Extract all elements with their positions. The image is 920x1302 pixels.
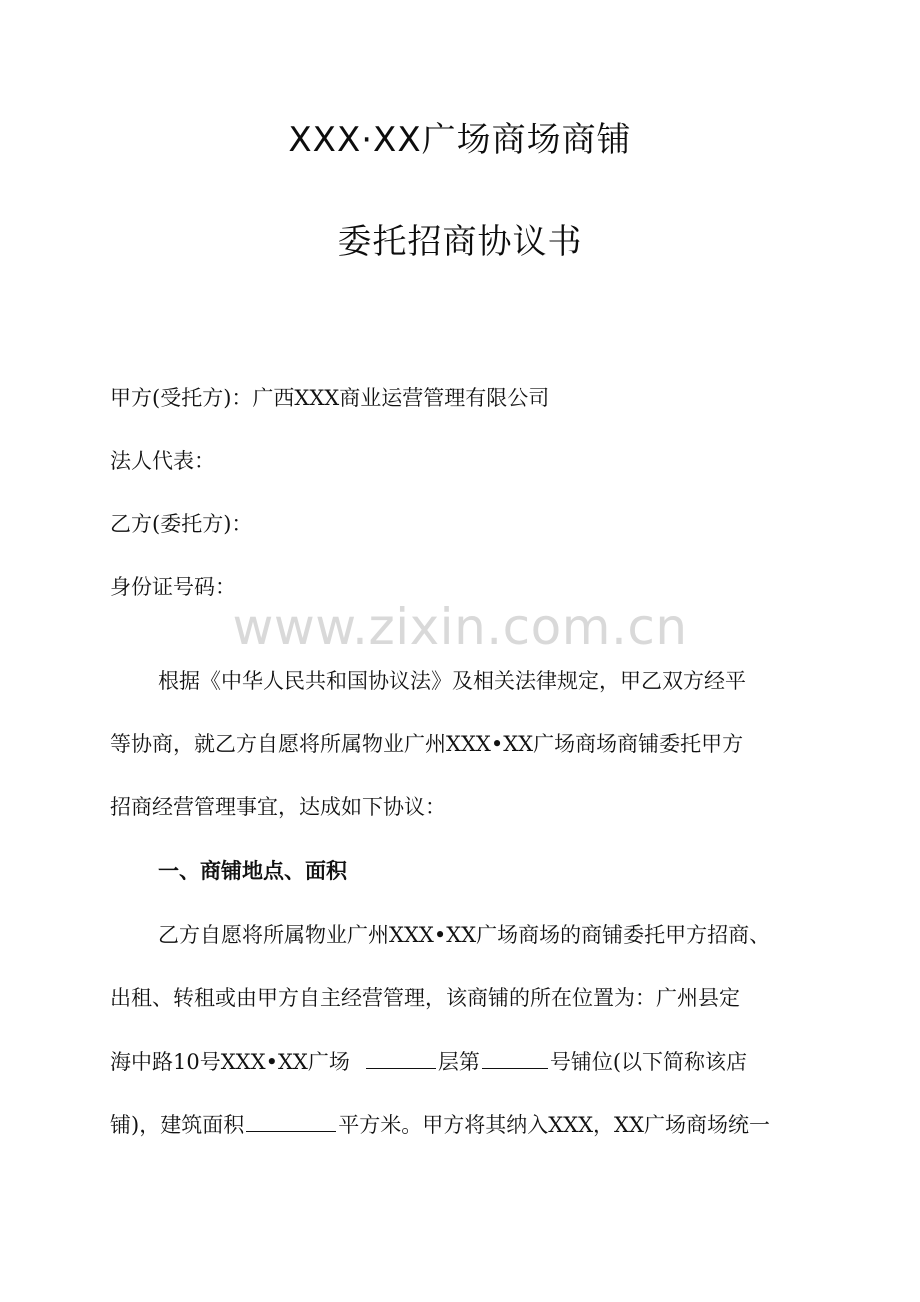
section-body-line-with-blanks [110, 1109, 815, 1140]
floor-blank [366, 1046, 436, 1069]
legal-representative-field: 法人代表： [110, 449, 215, 473]
location-text: 海中路10号XXX•XX广场 [110, 1050, 350, 1074]
id-number-field: 身份证号码： [110, 575, 236, 599]
preamble-line: 根据《中华人民共和国协议法》及相关法律规定，甲乙双方经平 [158, 669, 746, 693]
document-title-line1: XXX·XX广场商场商铺 [288, 120, 632, 160]
unit-label: 号铺位(以下简称该店 [549, 1050, 748, 1074]
area-text: 平方米。甲方将其纳入XXX，XX广场商场统一 [338, 1113, 770, 1137]
party-b-field: 乙方(委托方)： [110, 512, 253, 536]
section-body-line: 出租、转租或由甲方自主经营管理，该商铺的所在位置为：广州县定 [110, 986, 740, 1010]
section-body-line-with-blanks [110, 1046, 815, 1077]
section-body-line: 乙方自愿将所属物业广州XXX•XX广场商场的商铺委托甲方招商、 [158, 923, 771, 947]
preamble-line: 招商经营管理事宜，达成如下协议： [110, 795, 446, 819]
unit-blank [482, 1046, 548, 1069]
document-title-line2: 委托招商协议书 [337, 222, 583, 262]
floor-label: 层第 [437, 1050, 480, 1074]
section-heading: 一、商铺地点、面积 [158, 859, 347, 883]
area-blank [246, 1109, 336, 1132]
preamble-line: 等协商，就乙方自愿将所属物业广州XXX•XX广场商场商铺委托甲方 [110, 732, 744, 756]
area-label: 铺)，建筑面积 [110, 1113, 245, 1137]
watermark: www.zixin.com.cn [232, 598, 688, 656]
party-a-field: 甲方(受托方)：广西XXX商业运营管理有限公司 [110, 386, 550, 410]
